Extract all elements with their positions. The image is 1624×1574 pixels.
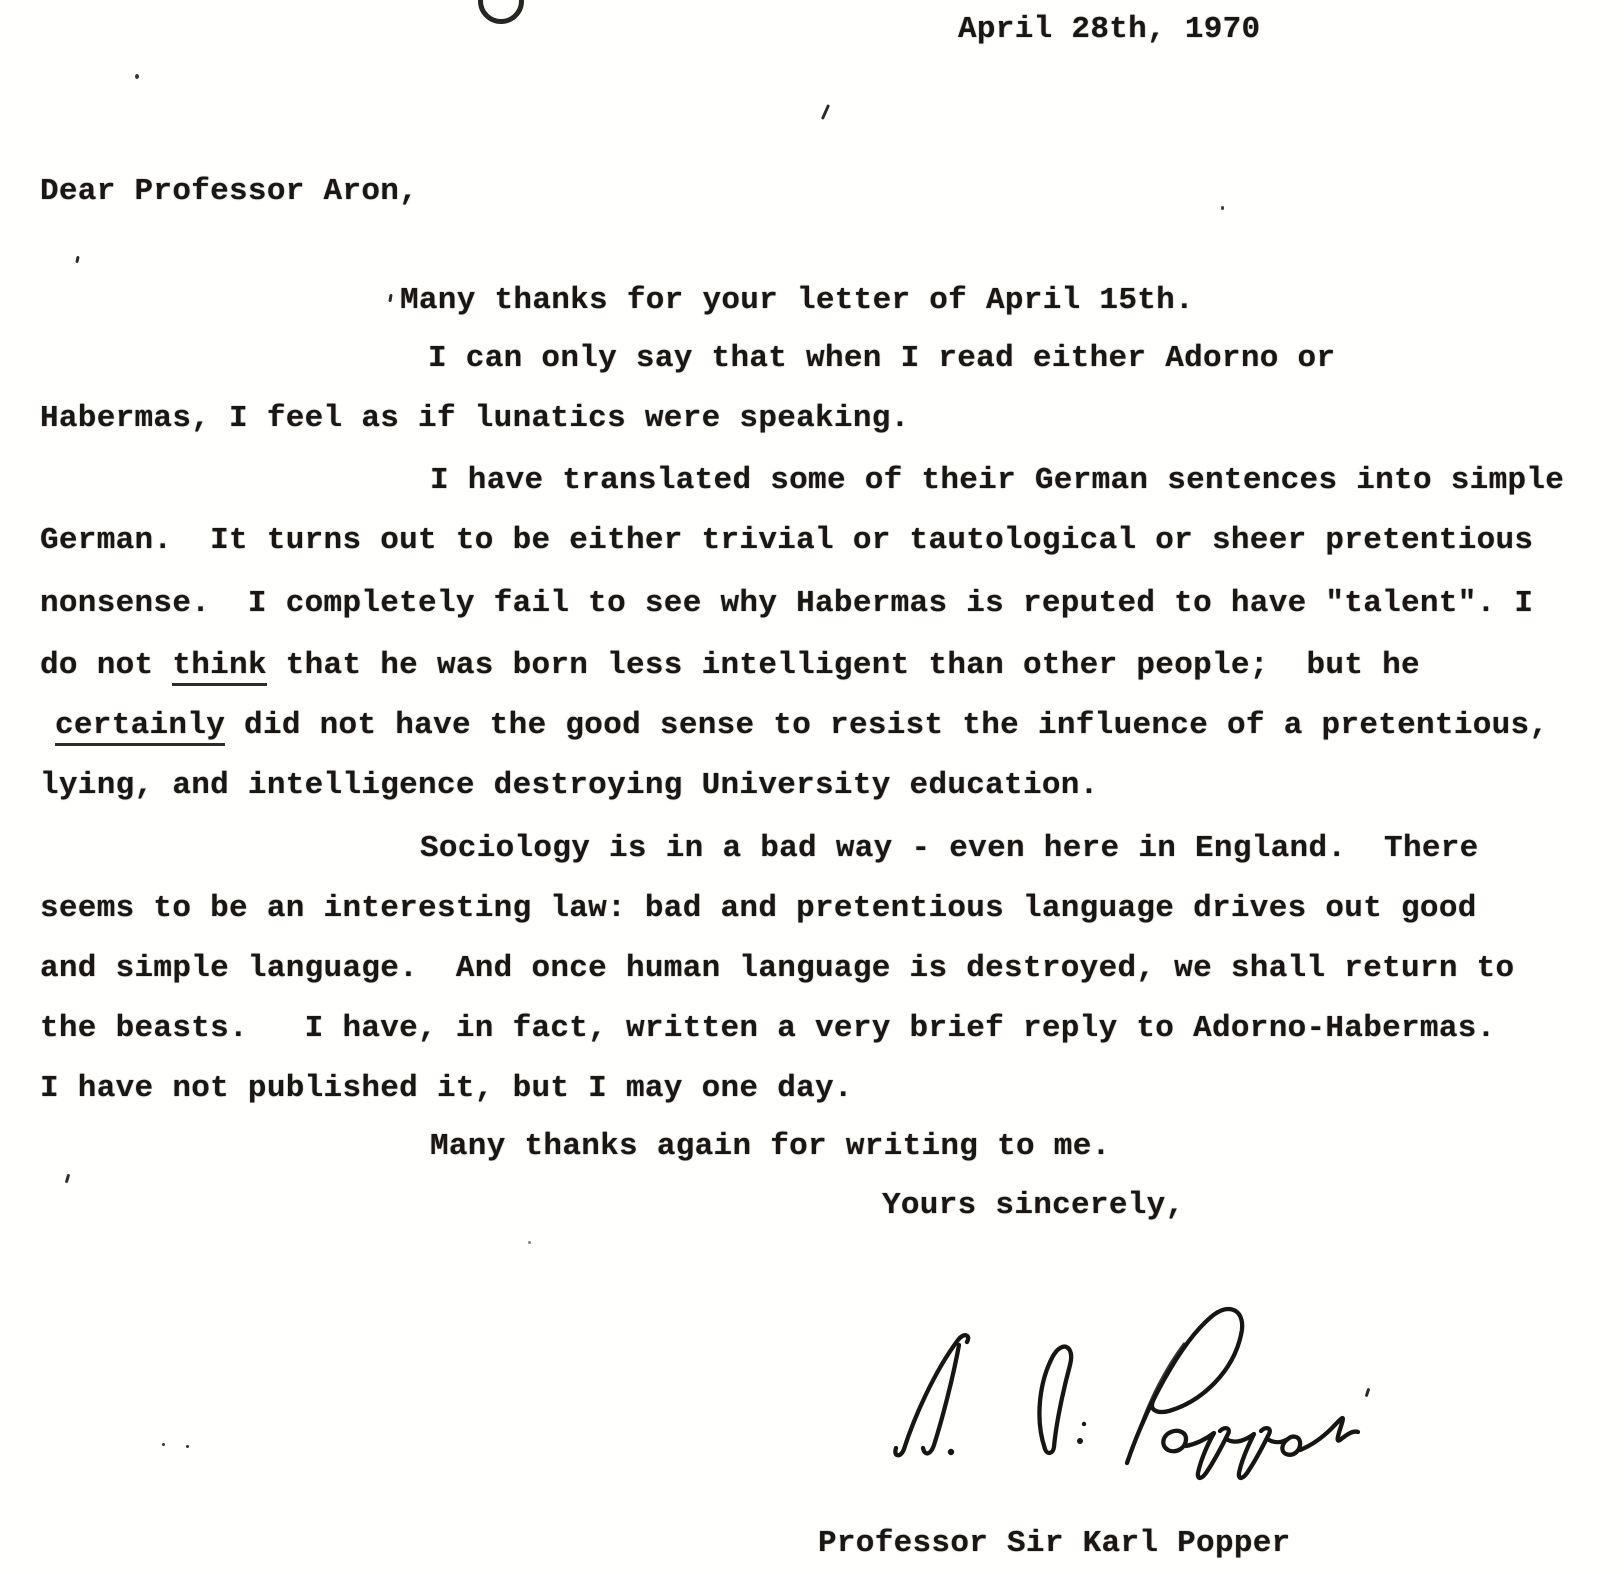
scan-speck	[75, 256, 79, 263]
date-line: April 28th, 1970	[958, 12, 1261, 47]
body-line: lying, and intelligence destroying University education.	[40, 768, 1099, 803]
body-line: seems to be an interesting law: bad and pretentious language drives out good	[40, 891, 1477, 926]
body-line: nonsense. I completely fail to see why Habermas is reputed to have "talent". I	[40, 586, 1534, 621]
body-line: Many thanks again for writing to me.	[430, 1129, 1111, 1164]
body-line: I have not published it, but I may one day.	[40, 1071, 853, 1106]
scan-speck	[162, 1443, 165, 1446]
closing-line: Yours sincerely,	[882, 1188, 1185, 1223]
salutation-line: Dear Professor Aron,	[40, 174, 419, 209]
body-line: Many thanks for your letter of April 15th.	[400, 283, 1194, 318]
scan-speck	[821, 104, 830, 120]
body-line: and simple language. And once human language is destroyed, we shall return to	[40, 951, 1515, 986]
body-line: the beasts. I have, in fact, written a very brief reply to Adorno-Habermas.	[40, 1011, 1496, 1046]
scan-speck	[135, 74, 139, 79]
body-line: I have translated some of their German sentences into simple	[430, 463, 1565, 498]
scan-speck	[528, 1241, 531, 1244]
scan-speck	[388, 294, 392, 302]
body-line: do not think that he was born less intelligent than other people; but he	[40, 646, 1420, 686]
scan-speck	[1221, 206, 1224, 210]
scan-speck	[186, 1445, 189, 1448]
body-line: German. It turns out to be either trivial or tautological or sheer pretentious	[40, 523, 1534, 558]
letterhead-mark-partial	[478, 0, 524, 24]
body-line: certainly did not have the good sense to resist the influence of a pretentious,	[55, 706, 1548, 746]
signature-karl-popper	[830, 1282, 1370, 1497]
scan-speck	[65, 1174, 70, 1183]
typed-name-line: Professor Sir Karl Popper	[818, 1526, 1291, 1561]
body-line: Habermas, I feel as if lunatics were speaking.	[40, 401, 910, 436]
body-line: I can only say that when I read either Adorno or	[428, 341, 1336, 376]
body-line: Sociology is in a bad way - even here in England. There	[420, 831, 1479, 866]
